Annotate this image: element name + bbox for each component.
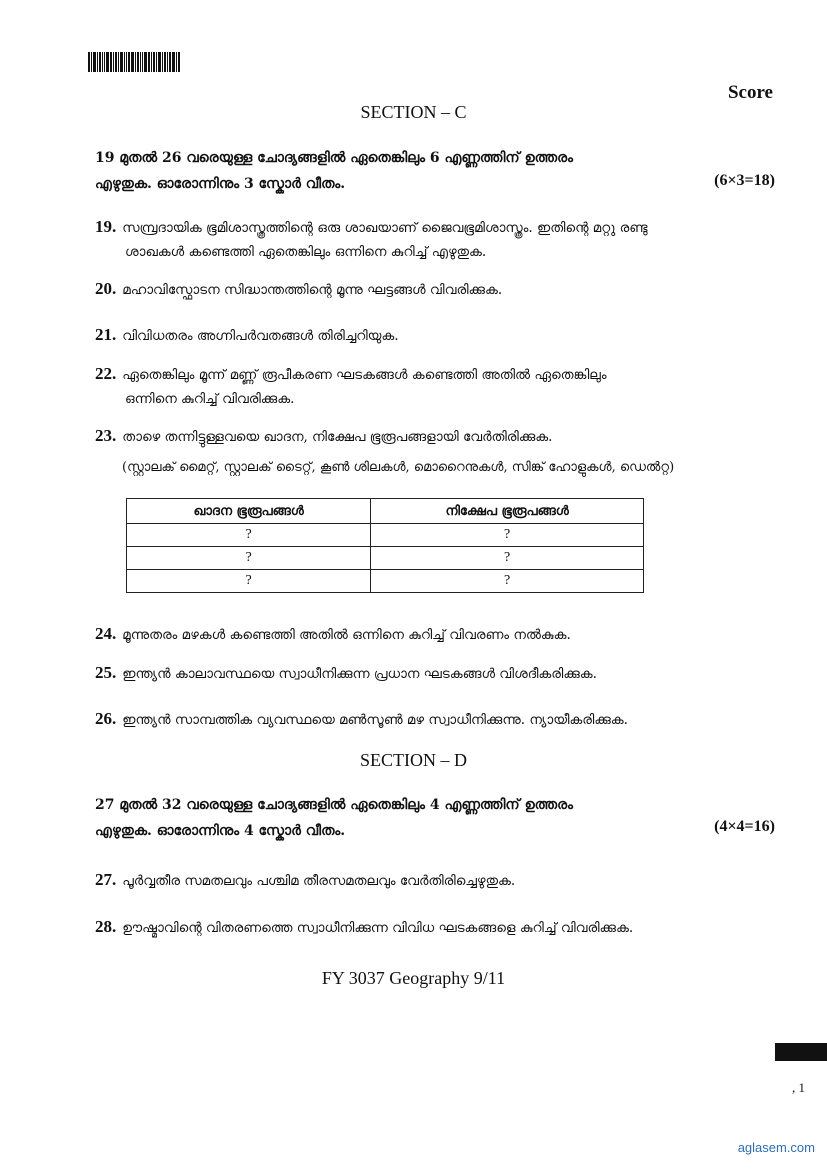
question-text: ഊഷ്മാവിന്റെ വിതരണത്തെ സ്വാധീനിക്കുന്ന വിവിധ ഘടകങ്ങളെ കുറിച്ച് വിവരിക്കുക.: [122, 920, 634, 936]
question-number: 26.: [95, 709, 117, 728]
table-cell: ?: [371, 547, 644, 570]
question-text-cont: ഒന്നിനെ കുറിച്ച് വിവരിക്കുക.: [125, 391, 295, 407]
section-d-instruction: [95, 792, 785, 844]
question-number: 22.: [95, 364, 117, 383]
table-cell: ?: [371, 524, 644, 547]
question-27: [95, 868, 745, 893]
table-cell: ?: [371, 570, 644, 593]
question-number: 23.: [95, 426, 117, 445]
corner-black-mark: [775, 1043, 827, 1061]
table-cell: ?: [127, 524, 371, 547]
table-header-depositional: നിക്ഷേപ ഭൂരൂപങ്ങൾ: [371, 499, 644, 524]
section-d-instruction-line2: എഴുതുക. ഓരോന്നിനും 4 സ്കോർ വീതം.: [95, 823, 346, 839]
section-d-instruction-line1: 27 മുതൽ 32 വരെയുള്ള ചോദ്യങ്ങളിൽ ഏതെങ്കിലും 4 എണ്ണത്തിന് ഉത്തരം: [95, 797, 574, 813]
question-number: 25.: [95, 663, 117, 682]
question-22: [95, 362, 745, 411]
question-number: 19.: [95, 217, 117, 236]
table-row: [127, 524, 644, 547]
question-text: വിവിധതരം അഗ്നിപർവതങ്ങൾ തിരിച്ചറിയുക.: [122, 328, 399, 344]
question-text: ഏതെങ്കിലും മൂന്ന് മണ്ണ് രൂപീകരണ ഘടകങ്ങൾ കണ്ടെത്തി അതിൽ ഏതെങ്കിലും: [122, 367, 607, 383]
table-header-erosional: ഖാദന ഭൂരൂപങ്ങൾ: [127, 499, 371, 524]
question-26: [95, 707, 755, 732]
question-text-cont: ശാഖകൾ കണ്ടെത്തി ഏതെങ്കിലും ഒന്നിനെ കുറിച്ച് എഴുതുക.: [125, 244, 487, 260]
section-c-instruction-line1: 19 മുതൽ 26 വരെയുള്ള ചോദ്യങ്ങളിൽ ഏതെങ്കിലും 6 എണ്ണത്തിന് ഉത്തരം: [95, 150, 574, 166]
question-number: 20.: [95, 279, 117, 298]
table-row: [127, 547, 644, 570]
question-text: മൂന്നുതരം മഴകൾ കണ്ടെത്തി അതിൽ ഒന്നിനെ കുറിച്ച് വിവരണം നൽകുക.: [122, 627, 571, 643]
question-28: [95, 915, 755, 940]
question-20: [95, 277, 745, 302]
question-text: ഇന്ത്യൻ സാമ്പത്തിക വ്യവസ്ഥയെ മൺസൂൺ മഴ സ്വാധീനിക്കുന്നു. ന്യായീകരിക്കുക.: [122, 712, 628, 728]
watermark-text: aglasem.com: [737, 1140, 815, 1155]
question-number: 21.: [95, 325, 117, 344]
page-footer-label: FY 3037 Geography 9/11: [321, 968, 506, 988]
table-cell: ?: [127, 570, 371, 593]
question-23: [95, 424, 745, 449]
question-21: [95, 323, 745, 348]
section-d-marks: (4×4=16): [714, 818, 775, 835]
table-row: [127, 570, 644, 593]
section-c-instruction-line2: എഴുതുക. ഓരോന്നിനും 3 സ്കോർ വീതം.: [95, 176, 346, 192]
section-c-instruction: [95, 145, 785, 197]
question-19: [95, 215, 745, 264]
question-text: ഇന്ത്യൻ കാലാവസ്ഥയെ സ്വാധീനിക്കുന്ന പ്രധാന ഘടകങ്ങൾ വിശദീകരിക്കുക.: [122, 666, 597, 682]
question-text: സമ്പ്രദായിക ഭൂമിശാസ്ത്രത്തിന്റെ ഒരു ശാഖയാണ് ജൈവഭൂമിശാസ്ത്രം. ഇതിന്റെ മറ്റു രണ്ടു: [122, 220, 648, 236]
question-text: മഹാവിസ്ഫോടന സിദ്ധാന്തത്തിന്റെ മൂന്നു ഘട്ടങ്ങൾ വിവരിക്കുക.: [122, 282, 503, 298]
section-d-title: SECTION – D: [360, 750, 467, 770]
question-text: താഴെ തന്നിട്ടുള്ളവയെ ഖാദന, നിക്ഷേപ ഭൂരൂപങ്ങളായി വേർതിരിക്കുക.: [122, 429, 553, 445]
section-c-marks: (6×3=18): [714, 172, 775, 189]
table-cell: ?: [127, 547, 371, 570]
question-number: 28.: [95, 917, 117, 936]
section-c-title: SECTION – C: [360, 102, 467, 122]
question-25: [95, 661, 745, 686]
barcode-image: [88, 52, 206, 72]
landforms-table: [126, 498, 644, 593]
score-label: Score: [727, 82, 773, 103]
corner-page-mark: , 1: [792, 1080, 805, 1095]
question-number: 27.: [95, 870, 117, 889]
question-text: പൂർവ്വതീര സമതലവും പശ്ചിമ തീരസമതലവും വേർതിരിച്ചെഴുതുക.: [122, 873, 516, 889]
question-23-options: (സ്റ്റാലക് മൈറ്റ്, സ്റ്റാലക് ടൈറ്റ്, കൂൺ ശിലകൾ, മൊറൈനുകൾ, സിങ്ക് ഹോളുകൾ, ഡെൽറ്റ): [122, 460, 675, 475]
question-number: 24.: [95, 624, 117, 643]
question-24: [95, 622, 745, 647]
table-header-row: [127, 499, 644, 524]
